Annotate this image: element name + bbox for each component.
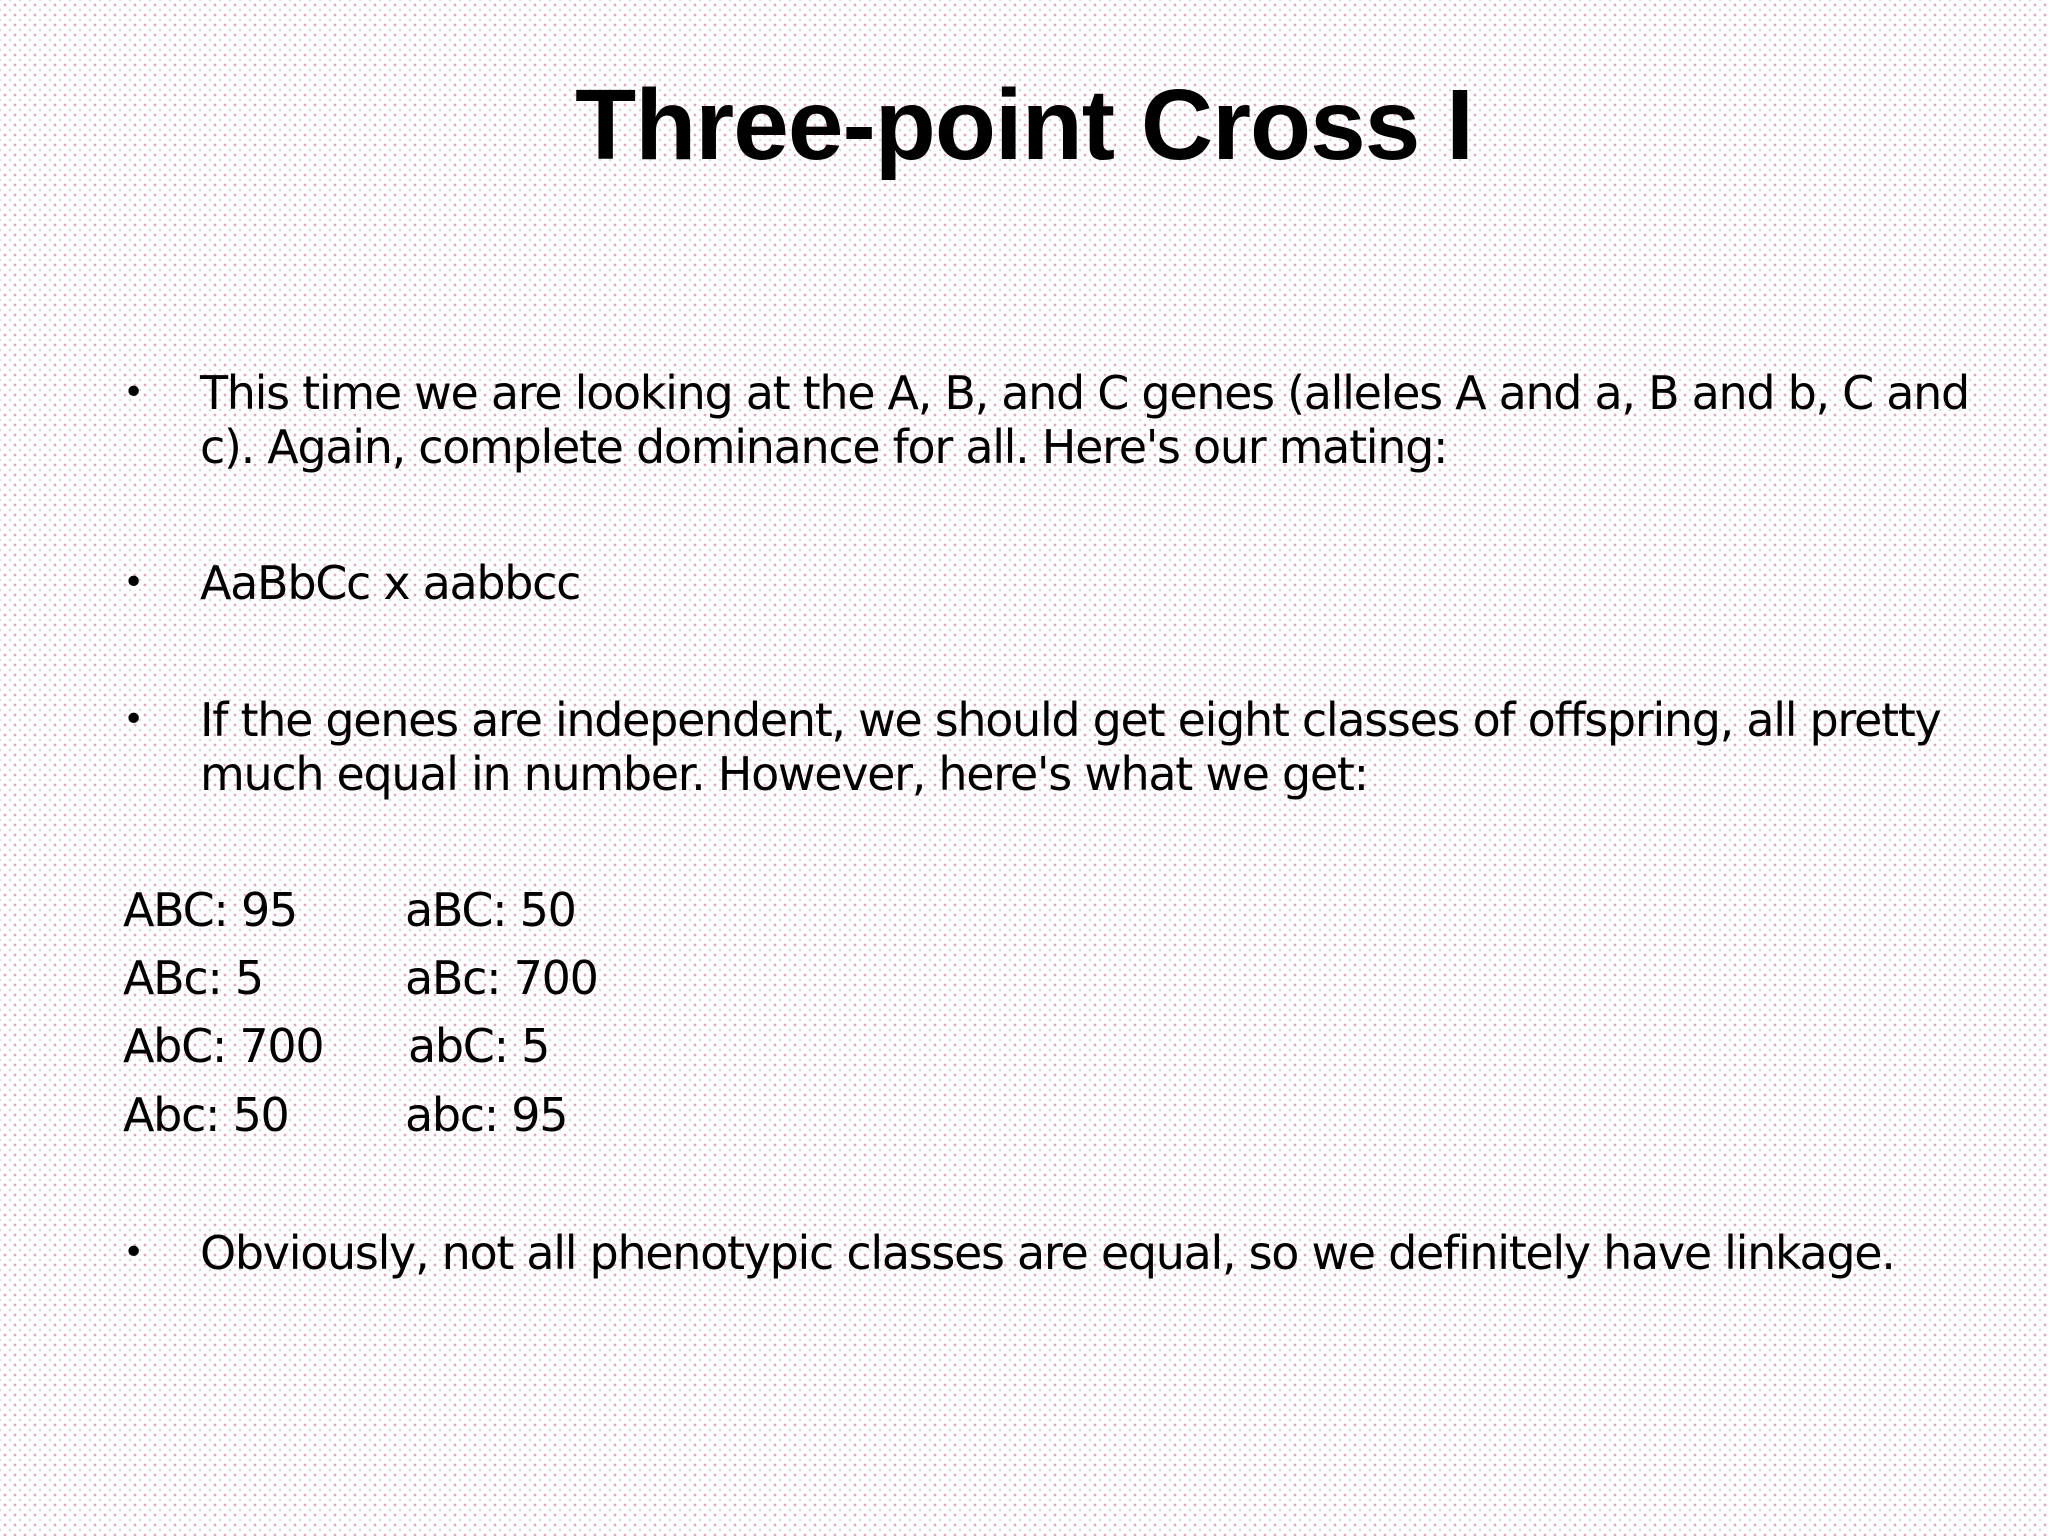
count-right: aBC: 50: [405, 883, 576, 937]
slide-title: Three-point Cross I: [575, 69, 1473, 181]
count-left: ABC: 95: [123, 883, 297, 937]
count-right: aBc: 700: [405, 951, 598, 1005]
count-left: AbC: 700: [123, 1019, 324, 1073]
bullet-icon: •: [123, 699, 143, 740]
count-right: abc: 95: [405, 1088, 568, 1142]
bullet-icon: •: [123, 562, 143, 603]
count-right: abC: 5: [408, 1019, 550, 1073]
bullet-text: AaBbCc x aabbcc: [200, 556, 581, 610]
bullet-text: Obviously, not all phenotypic classes are equal, so we definitely have linkage.: [200, 1226, 1895, 1280]
bullet-text: If the genes are independent, we should get eight classes of offspring, all pretty much equal in number. However, here's what we get:: [200, 693, 1941, 801]
bullet-icon: •: [123, 1232, 143, 1273]
bullet-text: This time we are looking at the A, B, and C genes (alleles A and a, B and b, C and c). Again, complete dominance for all. Here's our mating:: [200, 366, 1969, 474]
count-left: Abc: 50: [123, 1088, 289, 1142]
count-left: ABc: 5: [123, 951, 263, 1005]
bullet-icon: •: [123, 372, 143, 413]
